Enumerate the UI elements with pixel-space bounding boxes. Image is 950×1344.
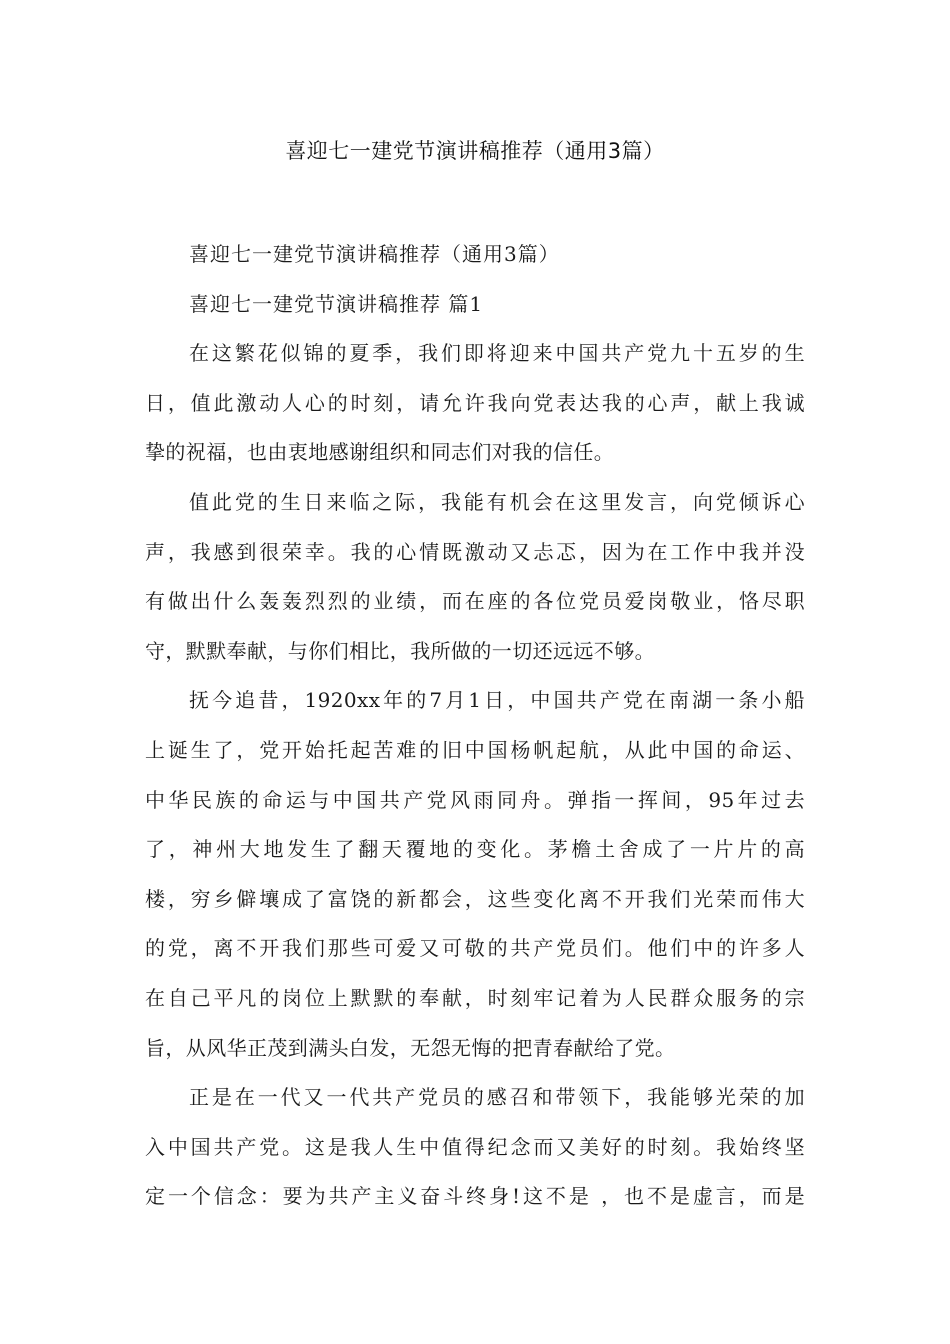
document-subtitle: 喜迎七一建党节演讲稿推荐（通用3篇） xyxy=(189,242,560,266)
paragraph-line: 在这繁花似锦的夏季，我们即将迎来中国共产党九十五岁的生 xyxy=(189,341,805,366)
paragraph-line: 正是在一代又一代共产党员的感召和带领下，我能够光荣的加 xyxy=(189,1085,805,1110)
paragraph-line: 旨，从风华正茂到满头白发，无怨无悔的把青春献给了党。 xyxy=(145,1035,676,1060)
document-body xyxy=(145,230,805,1222)
section-heading: 喜迎七一建党节演讲稿推荐 篇1 xyxy=(189,291,484,316)
paragraph-line: 抚今追昔，1920xx年的7月1日，中国共产党在南湖一条小船 xyxy=(189,688,805,713)
paragraph-4 xyxy=(145,1073,805,1222)
paragraph-line: 的党，离不开我们那些可爱又可敬的共产党员们。他们中的许多人 xyxy=(145,936,805,961)
paragraph-line: 值此党的生日来临之际，我能有机会在这里发言，向党倾诉心 xyxy=(189,489,805,514)
paragraph-line: 入中国共产党。这是我人生中值得纪念而又美好的时刻。我始终坚 xyxy=(145,1134,805,1159)
paragraph-line: 在自己平凡的岗位上默默的奉献，时刻牢记着为人民群众服务的宗 xyxy=(145,985,805,1010)
paragraph-1 xyxy=(145,329,805,478)
paragraph-line: 中华民族的命运与中国共产党风雨同舟。弹指一挥间，95年过去 xyxy=(145,787,805,812)
paragraph-line: 了，神州大地发生了翻天覆地的变化。茅檐土舍成了一片片的高 xyxy=(145,837,805,862)
paragraph-line: 声，我感到很荣幸。我的心情既激动又忐忑，因为在工作中我并没 xyxy=(145,539,805,564)
paragraph-line: 楼，穷乡僻壤成了富饶的新都会，这些变化离不开我们光荣而伟大 xyxy=(145,886,805,911)
paragraph-line: 守，默默奉献，与你们相比，我所做的一切还远远不够。 xyxy=(145,638,655,663)
paragraph-line: 有做出什么轰轰烈烈的业绩，而在座的各位党员爱岗敬业，恪尽职 xyxy=(145,589,805,614)
paragraph-line: 挚的祝福，也由衷地感谢组织和同志们对我的信任。 xyxy=(145,440,615,465)
paragraph-line: 定一个信念：要为共产主义奋斗终身!这不是 ，也不是虚言，而是 xyxy=(145,1184,805,1209)
paragraph-line: 日，值此激动人心的时刻，请允许我向党表达我的心声，献上我诚 xyxy=(145,390,805,415)
paragraph-line: 上诞生了，党开始托起苦难的旧中国杨帆起航，从此中国的命运、 xyxy=(145,737,805,762)
document-title: 喜迎七一建党节演讲稿推荐（通用3篇） xyxy=(285,139,665,163)
paragraph-3 xyxy=(145,676,805,1073)
paragraph-2 xyxy=(145,478,805,676)
